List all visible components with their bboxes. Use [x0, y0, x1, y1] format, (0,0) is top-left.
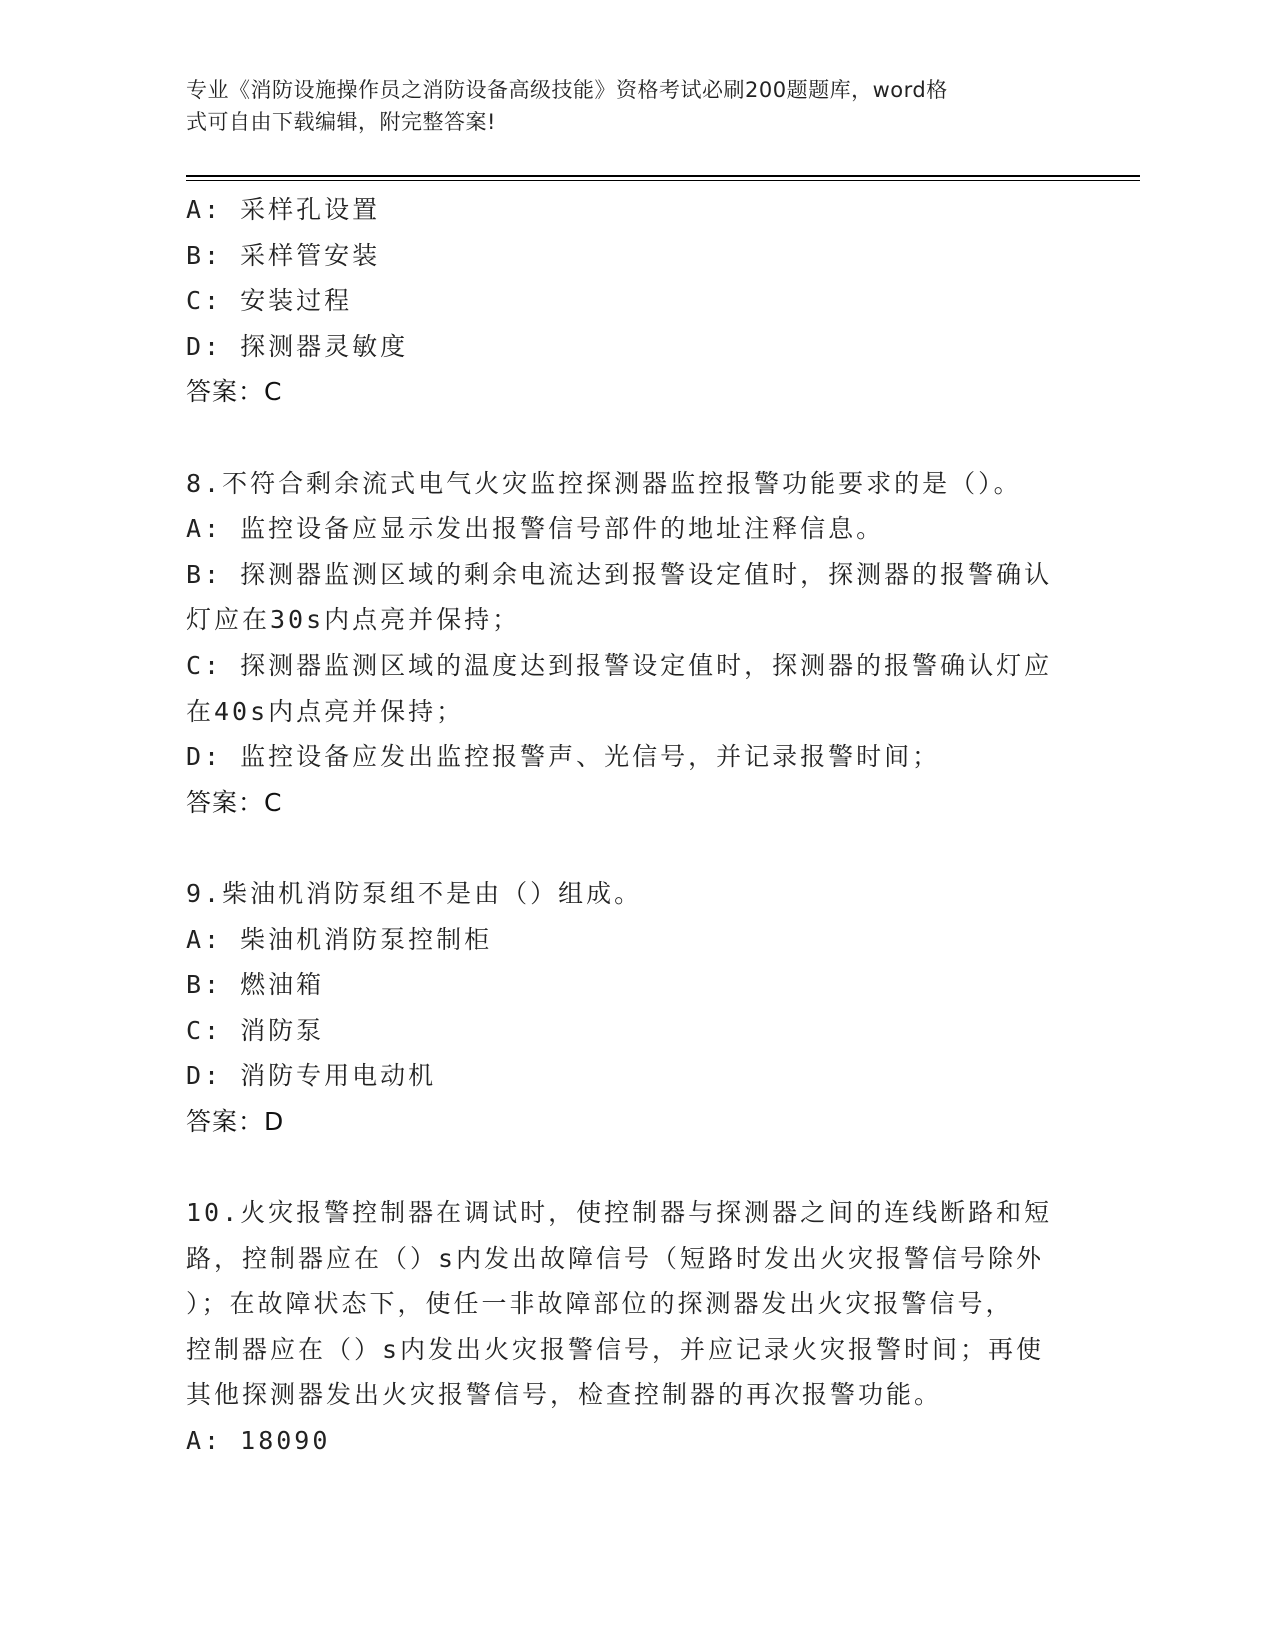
- question-10-line: 10.火灾报警控制器在调试时，使控制器与探测器之间的连线断路和短: [186, 1198, 1053, 1228]
- question-8-option-b-line-1: B: 探测器监测区域的剩余电流达到报警设定值时，探测器的报警确认: [186, 559, 1053, 589]
- spacer: [186, 1144, 1086, 1190]
- header-divider-thick: [186, 175, 1140, 177]
- question-8-option-d: D: 监控设备应发出监控报警声、光信号，并记录报警时间；: [186, 742, 941, 772]
- question-8-answer: 答案：C: [186, 787, 283, 817]
- question-8-option-c-line-1: C: 探测器监测区域的温度达到报警设定值时，探测器的报警确认灯应: [186, 650, 1053, 680]
- question-9-option-b: B: 燃油箱: [186, 970, 325, 1000]
- header-divider-thin: [186, 180, 1140, 181]
- question-8-option-a: A: 监控设备应显示发出报警信号部件的地址注释信息。: [186, 514, 885, 544]
- spacer: [186, 825, 1086, 871]
- question-9-option-c: C: 消防泵: [186, 1015, 325, 1045]
- document-header: [186, 74, 1086, 138]
- question-10-line: 路，控制器应在（）s内发出故障信号（短路时发出火灾报警信号除外: [186, 1243, 1045, 1273]
- header-title-line-2: 式可自由下载编辑，附完整答案!: [186, 110, 496, 134]
- question-10-line: 控制器应在（）s内发出火灾报警信号，并应记录火灾报警时间；再使: [186, 1334, 1045, 1364]
- question-7-options: [186, 187, 1086, 369]
- question-9-option-a: A: 柴油机消防泵控制柜: [186, 924, 493, 954]
- question-9-text: 9.柴油机消防泵组不是由（）组成。: [186, 878, 643, 908]
- header-title-line-1: 专业《消防设施操作员之消防设备高级技能》资格考试必刷200题题库，word格: [186, 78, 948, 102]
- question-8-option-c-line-2: 在40s内点亮并保持；: [186, 696, 465, 726]
- option-b: B: 采样管安装: [186, 240, 381, 270]
- option-d: D: 探测器灵敏度: [186, 331, 409, 361]
- question-9-answer: 答案：D: [186, 1106, 285, 1136]
- question-10-line: 其他探测器发出火灾报警信号，检查控制器的再次报警功能。: [186, 1380, 943, 1410]
- question-10-option-a: A: 18090: [186, 1426, 331, 1456]
- question-9-option-d: D: 消防专用电动机: [186, 1061, 437, 1091]
- question-10-text: [186, 1190, 1086, 1418]
- question-list: [186, 187, 1086, 1464]
- question-7-answer: 答案：C: [186, 377, 283, 407]
- spacer: [186, 415, 1086, 461]
- option-a: A: 采样孔设置: [186, 195, 381, 224]
- question-8-text: 8.不符合剩余流式电气火灾监控探测器监控报警功能要求的是（）。: [186, 468, 1022, 498]
- option-c: C: 安装过程: [186, 286, 353, 316]
- question-8-option-b-line-2: 灯应在30s内点亮并保持；: [186, 605, 521, 635]
- question-10-line: ）；在故障状态下，使任一非故障部位的探测器发出火灾报警信号，: [186, 1289, 1014, 1319]
